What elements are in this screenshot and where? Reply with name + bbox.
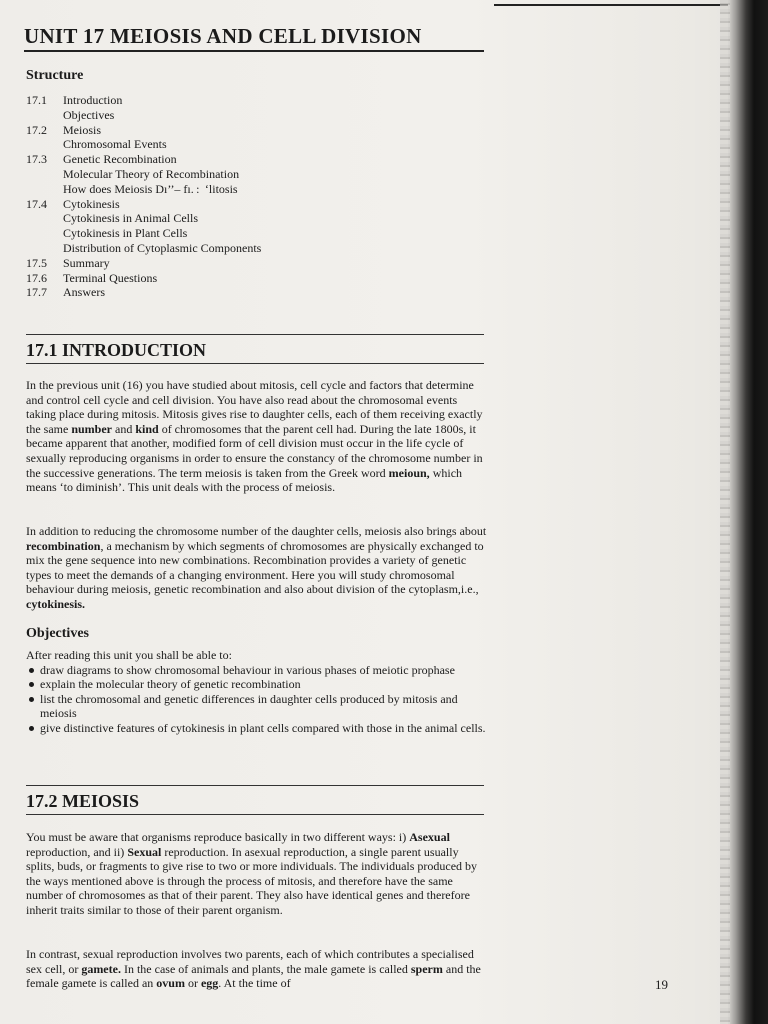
objective-text: explain the molecular theory of genetic recombination bbox=[40, 677, 301, 692]
intro-paragraph-2 bbox=[26, 524, 488, 612]
bold-term: Sexual bbox=[127, 844, 162, 859]
toc-title: Cytokinesis bbox=[63, 196, 120, 211]
toc-number: 17.5 bbox=[26, 255, 47, 270]
structure-heading: Structure bbox=[26, 68, 84, 83]
objectives-heading: Objectives bbox=[26, 626, 89, 641]
toc-title: Meiosis bbox=[63, 122, 102, 137]
bold-term: meioun, bbox=[388, 465, 430, 480]
objective-item bbox=[26, 692, 488, 721]
text-run: . At the time of bbox=[218, 976, 291, 991]
toc-title: Objectives bbox=[63, 107, 115, 122]
table-of-contents bbox=[26, 93, 261, 300]
toc-entry bbox=[26, 182, 261, 197]
toc-title: Terminal Questions bbox=[63, 270, 158, 285]
toc-entry bbox=[26, 285, 261, 300]
toc-entry bbox=[26, 167, 261, 182]
meiosis-paragraph-2 bbox=[26, 947, 488, 991]
toc-entry bbox=[26, 211, 261, 226]
toc-title: Answers bbox=[63, 285, 105, 300]
section-heading-meiosis bbox=[26, 785, 484, 815]
meiosis-paragraph-1 bbox=[26, 830, 488, 918]
unit-title: UNIT 17 MEIOSIS AND CELL DIVISION bbox=[24, 24, 484, 52]
bold-term: cytokinesis. bbox=[26, 596, 86, 611]
toc-number: 17.7 bbox=[26, 285, 47, 300]
bullet-icon bbox=[29, 682, 34, 687]
bold-term: ovum bbox=[156, 976, 185, 991]
page-number: 19 bbox=[655, 977, 668, 992]
toc-number: 17.4 bbox=[26, 196, 47, 211]
toc-entry bbox=[26, 108, 261, 123]
toc-title: Summary bbox=[63, 255, 110, 270]
toc-number bbox=[26, 241, 63, 256]
bullet-icon bbox=[29, 697, 34, 702]
bold-term: gamete. bbox=[81, 961, 121, 976]
toc-entry bbox=[26, 197, 261, 212]
toc-title: Distribution of Cytoplasmic Components bbox=[63, 240, 262, 255]
toc-number: 17.6 bbox=[26, 270, 47, 285]
objectives-list bbox=[26, 648, 488, 736]
text-run: and the female gamete is called an bbox=[26, 961, 481, 991]
bold-term: Asexual bbox=[409, 830, 450, 844]
bold-term: kind bbox=[135, 421, 159, 436]
toc-number: 17.2 bbox=[26, 122, 47, 137]
toc-entry bbox=[26, 152, 261, 167]
objectives-lead: After reading this unit you shall be able to: bbox=[26, 648, 232, 662]
objective-item bbox=[26, 721, 488, 736]
toc-number: 17.3 bbox=[26, 152, 47, 167]
toc-number bbox=[26, 226, 63, 241]
toc-title: Molecular Theory of Recombination bbox=[63, 166, 240, 181]
toc-number bbox=[26, 108, 63, 123]
objective-item bbox=[26, 663, 488, 678]
text-run: In the case of animals and plants, the male gamete is called bbox=[120, 961, 411, 976]
bold-term: egg bbox=[200, 976, 219, 991]
toc-number: 17.1 bbox=[26, 93, 47, 107]
top-rule bbox=[494, 4, 729, 6]
text-run: , a mechanism by which segments of chromosomes are physically exchanged to mix the gene sequence into new combinations. Recombination provides a variety of genetic types to meet the demands of a changing environment. Here you will study chromosomal behaviour during meiosis, genetic recombination and also about division of the cytoplasm,i.e., bbox=[26, 538, 484, 597]
text-run: of chromosomes that the parent cell had. During the late 1800s, it became apparent that another, modified form of cell division must occur in the life cycle of sexually reproducing organisms in order to ensure the constancy of the chromosome number in the successive generations. The term meiosis is taken from the Greek word bbox=[26, 421, 483, 480]
toc-entry bbox=[26, 93, 261, 108]
objective-item bbox=[26, 677, 488, 692]
toc-title: Introduction bbox=[63, 93, 123, 107]
toc-title: Cytokinesis in Plant Cells bbox=[63, 226, 188, 241]
text-run: reproduction, and ii) bbox=[26, 844, 128, 859]
text-run: You must be aware that organisms reproduce basically in two different ways: i) bbox=[26, 830, 410, 844]
text-run: reproduction. In asexual reproduction, a single parent usually splits, buds, or fragments to give rise to two or more individuals. The individuals produced by the ways mentioned above is through the process of mitosis, and therefore have the same number of chromosomes as that of their parent. They also have identical genes and therefore inherit traits similar to those of their parent organism. bbox=[26, 844, 478, 917]
toc-entry bbox=[26, 271, 261, 286]
toc-entry bbox=[26, 241, 261, 256]
bullet-icon bbox=[29, 668, 34, 673]
toc-entry bbox=[26, 137, 261, 152]
toc-number bbox=[26, 137, 63, 152]
toc-number bbox=[26, 167, 63, 182]
bold-term: sperm bbox=[410, 961, 443, 976]
toc-entry bbox=[26, 123, 261, 138]
objective-text: list the chromosomal and genetic differences in daughter cells produced by mitosis and meiosis bbox=[40, 691, 458, 721]
text-run: or bbox=[184, 976, 201, 991]
objective-text: draw diagrams to show chromosomal behaviour in various phases of meiotic prophase bbox=[40, 662, 455, 677]
toc-entry bbox=[26, 226, 261, 241]
text-run: In the previous unit (16) you have studied about mitosis, cell cycle and factors that determine and control cell cycle and cell division. You have also read about the chromosomal events taking place during mitosis. Mitosis gives rise to daughter cells, each of them receiving exactly the same bbox=[26, 378, 483, 436]
toc-title: Chromosomal Events bbox=[63, 137, 167, 152]
intro-paragraph-1 bbox=[26, 378, 488, 495]
text-run: which means ‘to diminish’. This unit deals with the process of meiosis. bbox=[26, 465, 463, 495]
toc-title: How does Meiosis Dı’’– fı. : ‘litosis bbox=[63, 181, 238, 196]
bullet-icon bbox=[29, 726, 34, 731]
bold-term: recombination bbox=[26, 538, 101, 553]
section-heading-introduction bbox=[26, 334, 484, 364]
objective-text: give distinctive features of cytokinesis in plant cells compared with those in the animal cells. bbox=[40, 720, 486, 735]
section-heading-text: 17.1 INTRODUCTION bbox=[26, 340, 207, 360]
text-run: In contrast, sexual reproduction involves two parents, each of which contributes a specialised sex cell, or bbox=[26, 947, 474, 976]
text-run: and bbox=[112, 421, 136, 436]
toc-title: Cytokinesis in Animal Cells bbox=[63, 211, 199, 226]
toc-number bbox=[26, 182, 63, 197]
toc-entry bbox=[26, 256, 261, 271]
toc-number bbox=[26, 211, 63, 226]
toc-title: Genetic Recombination bbox=[63, 152, 177, 167]
section-heading-text: 17.2 MEIOSIS bbox=[26, 791, 140, 811]
text-run: In addition to reducing the chromosome number of the daughter cells, meiosis also brings about bbox=[26, 524, 487, 538]
book-binding-shadow bbox=[728, 0, 768, 1024]
bold-term: number bbox=[71, 421, 112, 436]
